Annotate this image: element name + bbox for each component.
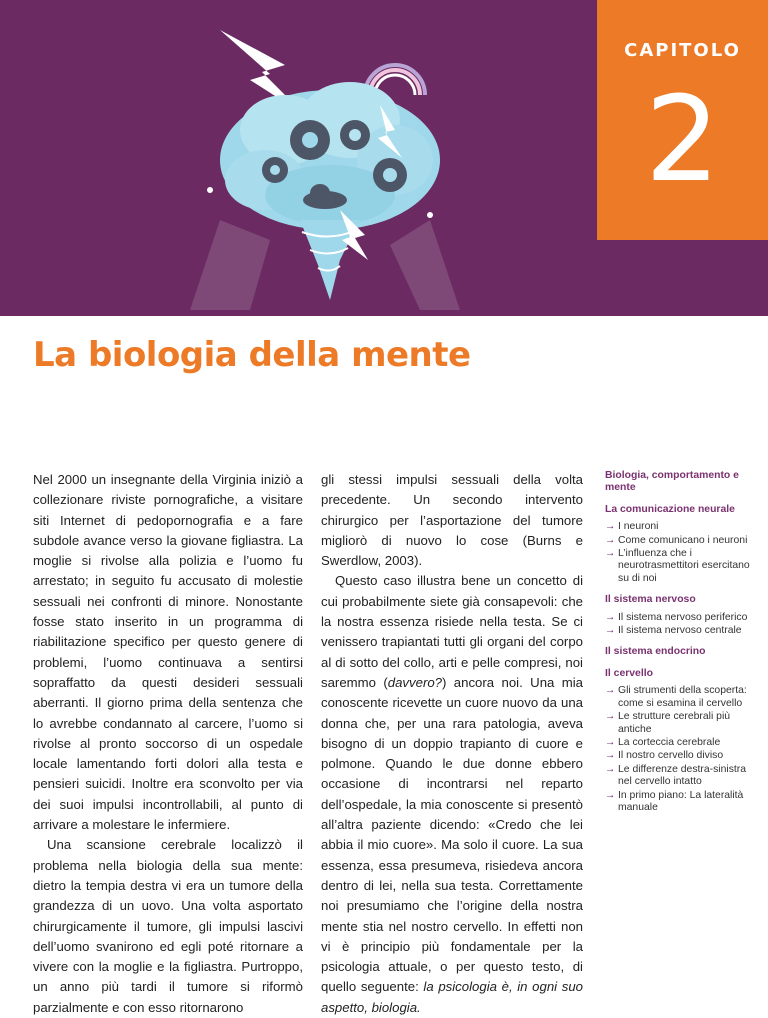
- outline-item: [605, 764, 755, 789]
- outline-heading: Biologia, comportamento e mente: [605, 470, 739, 494]
- arrow-right-icon: →: [605, 685, 616, 697]
- outline-item-label: I neuroni: [618, 521, 659, 533]
- outline-item: [605, 750, 755, 762]
- outline-heading: Il sistema nervoso: [605, 594, 696, 606]
- outline-item-label: Il sistema nervoso centrale: [618, 625, 742, 637]
- outline-item: [605, 625, 755, 637]
- outline-item: [605, 521, 755, 533]
- outline-item-label: La corteccia cerebrale: [618, 736, 721, 748]
- paragraph: gli stessi impulsi sessuali della volta precedente. Un secondo intervento chirurgico per l’asportazione del tumore migliorò di nuovo lo cose (Burns e Swerdlow, 2003).: [321, 472, 583, 569]
- outline-item-label: Gli strumenti della scoperta: come si esamina il cervello: [618, 685, 747, 709]
- outline-list: [605, 612, 755, 638]
- outline-heading: La comunicazione neurale: [605, 503, 735, 515]
- outline-item-label: Il nostro cervello diviso: [618, 750, 724, 762]
- arrow-right-icon: →: [605, 711, 616, 723]
- chapter-marker: [597, 0, 768, 240]
- outline-item-label: Il sistema nervoso periferico: [618, 611, 748, 623]
- arrow-right-icon: →: [605, 789, 616, 801]
- paragraph-text: Questo caso illustra bene un concetto di cui probabilmente siete già consapevoli: che la nostra essenza risiede nella testa. Se ci venissero trapiantati tutti gli organi del corpo al di sotto del collo, arti e pelle compresi, noi saremmo (: [321, 573, 583, 690]
- outline-item-label: Le differenze destra-sinistra nel cervello intatto: [618, 763, 747, 788]
- outline-heading: Il cervello: [605, 667, 653, 679]
- outline-item-label: L’influenza che i neurotrasmettitori esercitano su di noi: [618, 548, 750, 584]
- outline-list: [605, 685, 755, 814]
- arrow-right-icon: →: [605, 534, 616, 546]
- arrow-right-icon: →: [605, 625, 616, 637]
- arrow-right-icon: →: [605, 548, 616, 560]
- outline-item-label: Le strutture cerebrali più antiche: [618, 711, 731, 735]
- outline-item: [605, 612, 755, 624]
- outline-item: [605, 790, 755, 815]
- chapter-number: 2: [644, 70, 721, 208]
- chapter-outline: [605, 470, 755, 823]
- outline-list: [605, 521, 755, 585]
- emphasis: la psicologia è, in ogni suo aspetto, biologia.: [321, 979, 583, 1015]
- outline-heading: Il sistema endocrino: [605, 646, 706, 658]
- outline-item: [605, 685, 755, 710]
- arrow-right-icon: →: [605, 521, 616, 533]
- stormy-brain-illustration: [190, 10, 460, 310]
- paragraph: [321, 571, 583, 1018]
- arrow-right-icon: →: [605, 611, 616, 623]
- chapter-title: La biologia della mente: [33, 335, 471, 375]
- paragraph-text: ) ancora noi. Una mia conoscente ricevette un cuore nuovo da una donna che, per una rara patologia, aveva bisogno di un doppio trapianto di cuore e polmone. Quando le due donne ebbero occasione di incontrarsi nel reparto dell’ospedale, la mia conoscente si presentò all’altra paziente dicendo: «Credo che lei abbia il mio cuore». Ma solo il cuore. La sua essenza, essa presumeva, risiedeva ancora dentro di lei, nella sua testa. Correttamente noi presumiamo che l’origine della nostra mente stia nel nostro cervello. In effetti non vi è principio più fondamentale per la psicologia attuale, o per questo testo, di quello seguente:: [321, 674, 584, 995]
- arrow-right-icon: →: [605, 763, 616, 775]
- arrow-right-icon: →: [605, 750, 616, 762]
- outline-item: [605, 737, 755, 749]
- outline-item: [605, 548, 755, 585]
- paragraph: Nel 2000 un insegnante della Virginia iniziò a collezionare riviste pornografiche, a visitare siti Internet di pedopornografia e a fare subdole avance verso la giovane figliastra. La moglie si rivolse alla polizia e l’uomo fu arrestato; in seguito fu accusato di molestie sessuali nei confronti di minore. Nonostante fosse stato inserito in un programma di riabilitazione specifico per questo genere di problemi, l’uomo continuava a sentirsi sopraffatto da questi desideri sessuali aberranti. Il giorno prima della sentenza che lo avrebbe condannato al carcere, l’uomo si rivolse al pronto soccorso di un ospedale locale lamentando forti dolori alla testa e pensieri suicidi. Inoltre era sconvolto per via dei suoi impulsi incontrollabili, al punto di arrivare a molestare le infermiere.: [33, 472, 303, 833]
- outline-item: [605, 535, 755, 547]
- paragraph: Una scansione cerebrale localizzò il problema nella biologia della sua mente: dietro la tempia destra vi era un tumore della grandezza di un uovo. Una volta asportato chirurgicamente il tumore, gli impulsi lascivi dell’uomo svanirono ed egli poté ritornare a vivere con la moglie e la figliastra. Purtroppo, un anno più tardi il tumore si riformò parzialmente e con esso ritornarono: [33, 837, 303, 1015]
- body-column-1: [33, 470, 303, 1018]
- outline-item-label: Come comunicano i neuroni: [618, 534, 748, 546]
- chapter-label: CAPITOLO: [624, 40, 741, 61]
- outline-item: [605, 711, 755, 736]
- emphasis: davvero?: [387, 674, 443, 690]
- arrow-right-icon: →: [605, 736, 616, 748]
- body-column-2: [321, 470, 583, 1018]
- outline-item-label: In primo piano: La lateralità manuale: [618, 789, 744, 813]
